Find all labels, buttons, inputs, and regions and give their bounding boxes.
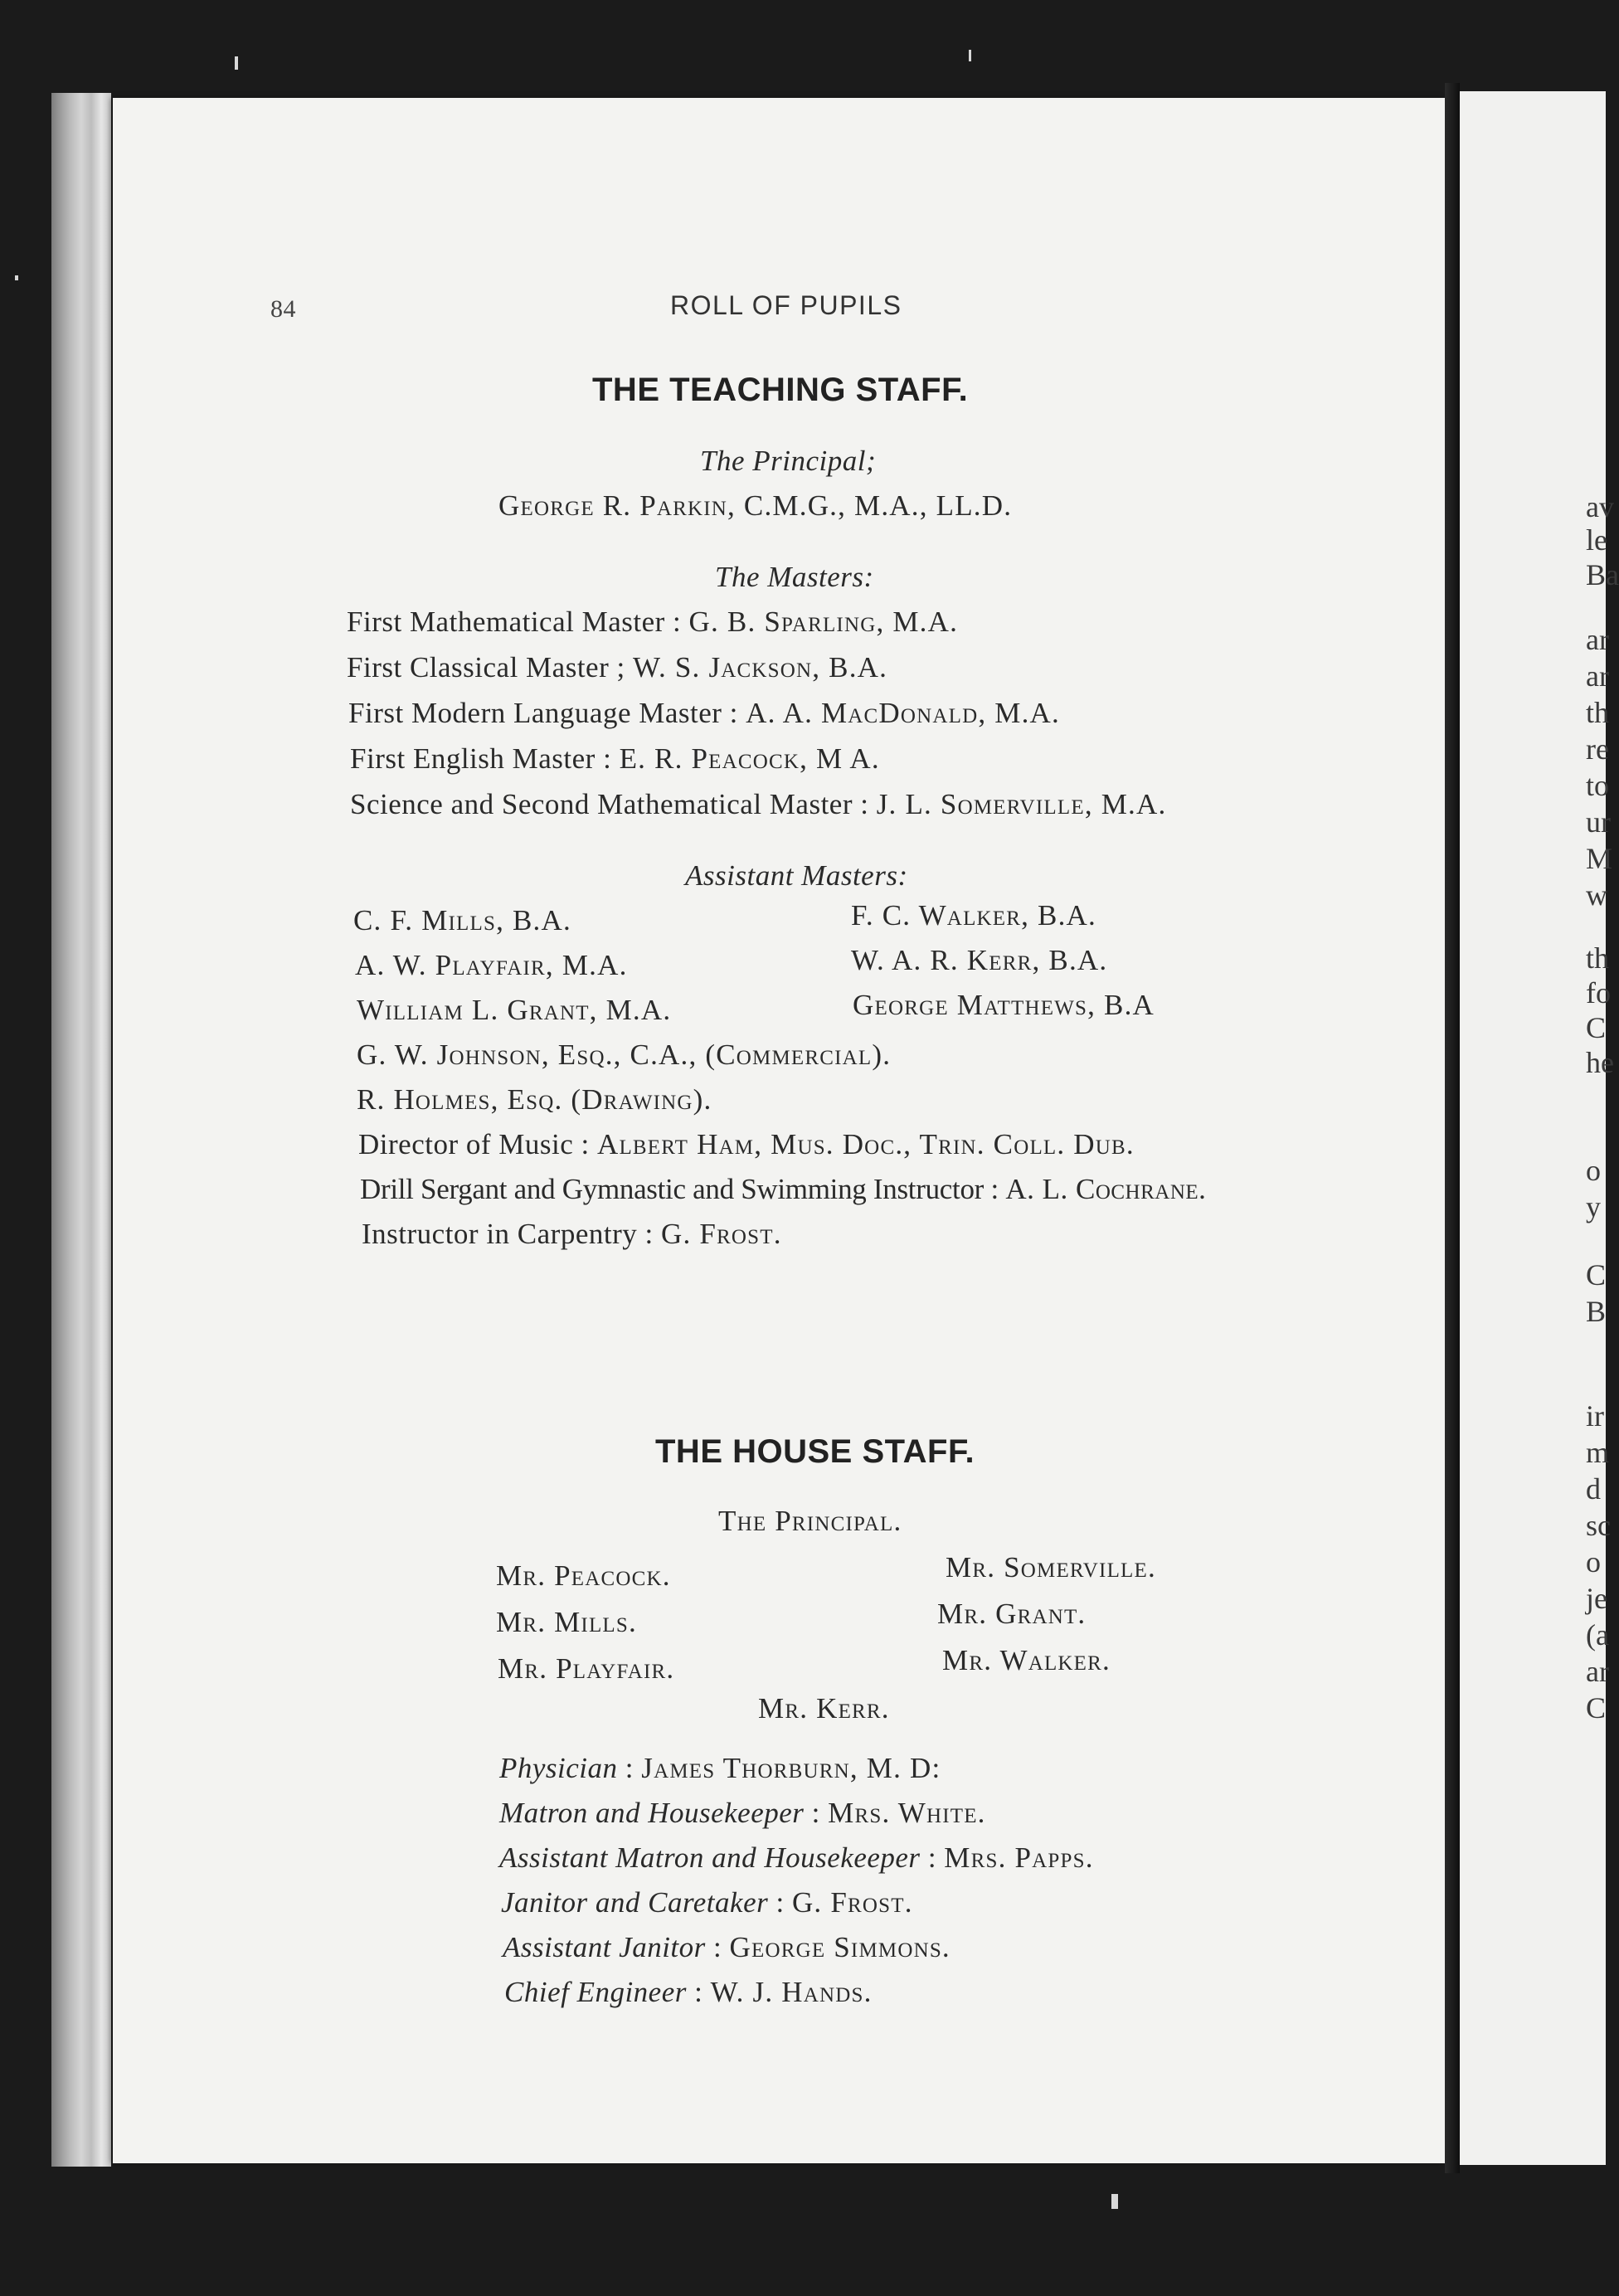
facing-page-fragment: d xyxy=(1586,1472,1601,1506)
other-staff-line xyxy=(357,1039,891,1072)
facing-page-fragment: th xyxy=(1586,941,1610,975)
house-officer-line: Assistant Matron and Housekeeper : Mrs. Papps. xyxy=(499,1841,1094,1874)
officer-role: Physician xyxy=(499,1752,618,1784)
officer-name: Mrs. Papps. xyxy=(944,1841,1094,1874)
officer-role: Assistant Matron and Housekeeper xyxy=(499,1841,921,1874)
other-staff-line xyxy=(360,1173,1206,1206)
dust-speck xyxy=(1111,2194,1118,2209)
officer-role: Chief Engineer xyxy=(504,1976,687,2008)
book-page xyxy=(113,98,1445,2163)
facing-page-fragment: fo xyxy=(1586,976,1611,1009)
assistant-masters-label: Assistant Masters: xyxy=(685,859,908,892)
master-line xyxy=(347,651,887,684)
running-title: ROLL OF PUPILS xyxy=(670,290,902,320)
officer-role: Matron and Housekeeper xyxy=(499,1797,805,1829)
master-line xyxy=(350,742,880,776)
facing-page-fragment: w xyxy=(1586,878,1607,912)
principal-label: The Principal; xyxy=(700,445,877,477)
facing-page-fragment: ar xyxy=(1586,623,1609,656)
master-name: W. S. Jackson, B.A. xyxy=(632,651,888,683)
facing-page-fragment: y xyxy=(1586,1190,1601,1223)
principal-name: George R. Parkin, C.M.G., M.A., LL.D. xyxy=(498,489,1013,522)
facing-page-fragment: (a xyxy=(1586,1618,1609,1651)
master-name: E. R. Peacock, M A. xyxy=(619,742,880,775)
facing-page-fragment: av xyxy=(1586,490,1614,523)
house-officer-line: Physician : James Thorburn, M. D: xyxy=(499,1752,941,1784)
house-master: Mr. Mills. xyxy=(496,1606,637,1638)
officer-name: George Simmons. xyxy=(729,1931,950,1963)
masters-label: The Masters: xyxy=(715,561,874,593)
other-staff-line xyxy=(362,1218,782,1251)
other-staff-role: Instructor in Carpentry : xyxy=(362,1218,654,1250)
facing-page-fragment: o xyxy=(1586,1154,1601,1187)
facing-page-fragment: re xyxy=(1586,732,1609,766)
other-staff-role: Director of Music : xyxy=(358,1128,590,1160)
page-edges xyxy=(51,93,111,2167)
facing-page-fragment: he xyxy=(1586,1046,1614,1079)
facing-page-fragment: o xyxy=(1586,1545,1601,1578)
officer-role: Assistant Janitor xyxy=(503,1931,706,1963)
house-officer-line: Matron and Housekeeper : Mrs. White. xyxy=(499,1797,986,1829)
house-principal: The Principal. xyxy=(718,1505,902,1537)
facing-page-fragment: C xyxy=(1586,1691,1607,1724)
master-line xyxy=(347,606,958,639)
house-master: Mr. Somerville. xyxy=(946,1551,1156,1583)
dust-speck xyxy=(15,275,18,280)
facing-page-fragment: C xyxy=(1586,1011,1607,1044)
facing-page-fragment: to xyxy=(1586,769,1610,802)
master-line xyxy=(350,788,1166,821)
other-staff-name: A. L. Cochrane. xyxy=(1005,1173,1207,1205)
facing-page-fragment: le xyxy=(1586,523,1607,557)
other-staff-name: Albert Ham, Mus. Doc., Trin. Coll. Dub. xyxy=(596,1128,1135,1160)
officer-role: Janitor and Caretaker xyxy=(501,1886,769,1919)
master-role: First Modern Language Master : xyxy=(348,697,738,729)
facing-page-fragment: B xyxy=(1586,1295,1607,1328)
facing-page-fragment: ar xyxy=(1586,659,1609,693)
officer-name: W. J. Hands. xyxy=(710,1976,873,2008)
facing-page-fragment: je xyxy=(1586,1582,1607,1615)
officer-name: James Thorburn, M. D: xyxy=(641,1752,941,1784)
facing-page-fragment: Ba xyxy=(1586,558,1619,591)
house-staff-heading: THE HOUSE STAFF. xyxy=(655,1433,975,1470)
officer-name: G. Frost. xyxy=(791,1886,913,1919)
master-name: J. L. Somerville, M.A. xyxy=(876,788,1167,820)
other-staff-name: G. Frost. xyxy=(660,1218,782,1250)
master-role: First Mathematical Master : xyxy=(347,606,682,638)
facing-page-fragment: M xyxy=(1586,842,1613,875)
assistant-master: A. W. Playfair, M.A. xyxy=(355,949,628,981)
house-officer-line: Chief Engineer : W. J. Hands. xyxy=(504,1976,873,2008)
house-master: Mr. Walker. xyxy=(942,1644,1111,1676)
page-number: 84 xyxy=(270,295,296,323)
facing-page-fragment: sc xyxy=(1586,1509,1611,1542)
master-name: G. B. Sparling, M.A. xyxy=(688,606,959,638)
master-role: First Classical Master ; xyxy=(347,651,625,683)
dust-speck xyxy=(235,56,238,70)
other-staff-line xyxy=(358,1128,1135,1161)
book-gutter xyxy=(1445,83,1460,2173)
other-staff-role: Drill Sergant and Gymnastic and Swimming Instructor : xyxy=(360,1173,999,1205)
assistant-master: W. A. R. Kerr, B.A. xyxy=(851,944,1108,976)
master-role: First English Master : xyxy=(350,742,612,775)
master-role: Science and Second Mathematical Master : xyxy=(350,788,869,820)
assistant-master: William L. Grant, M.A. xyxy=(357,994,672,1026)
house-master: Mr. Playfair. xyxy=(498,1652,675,1685)
house-master: Mr. Grant. xyxy=(937,1598,1087,1630)
facing-page-fragment: ar xyxy=(1586,1655,1609,1688)
facing-page-fragment: ir xyxy=(1586,1399,1604,1433)
assistant-master: F. C. Walker, B.A. xyxy=(851,899,1096,932)
facing-page-fragment: th xyxy=(1586,696,1610,729)
facing-page-fragment: ur xyxy=(1586,805,1611,839)
officer-name: Mrs. White. xyxy=(828,1797,986,1829)
facing-page-fragment: C xyxy=(1586,1258,1607,1292)
master-name: A. A. MacDonald, M.A. xyxy=(746,697,1060,729)
facing-page-fragment: m xyxy=(1586,1436,1610,1469)
other-staff-line xyxy=(357,1083,712,1116)
other-staff-name: R. Holmes, Esq. (Drawing). xyxy=(357,1083,712,1116)
facing-page xyxy=(1460,91,1619,2165)
teaching-staff-heading: THE TEACHING STAFF. xyxy=(592,372,969,408)
house-master: Mr. Kerr. xyxy=(758,1692,890,1724)
house-officer-line: Janitor and Caretaker : G. Frost. xyxy=(501,1886,913,1919)
master-line xyxy=(348,697,1060,730)
assistant-master: C. F. Mills, B.A. xyxy=(353,904,571,936)
house-master: Mr. Peacock. xyxy=(496,1559,671,1592)
assistant-master: George Matthews, B.A xyxy=(853,989,1155,1021)
facing-page-text xyxy=(1460,91,1619,2165)
other-staff-name: G. W. Johnson, Esq., C.A., (Commercial). xyxy=(357,1039,892,1071)
dust-speck xyxy=(969,50,971,61)
house-officer-line: Assistant Janitor : George Simmons. xyxy=(503,1931,950,1963)
